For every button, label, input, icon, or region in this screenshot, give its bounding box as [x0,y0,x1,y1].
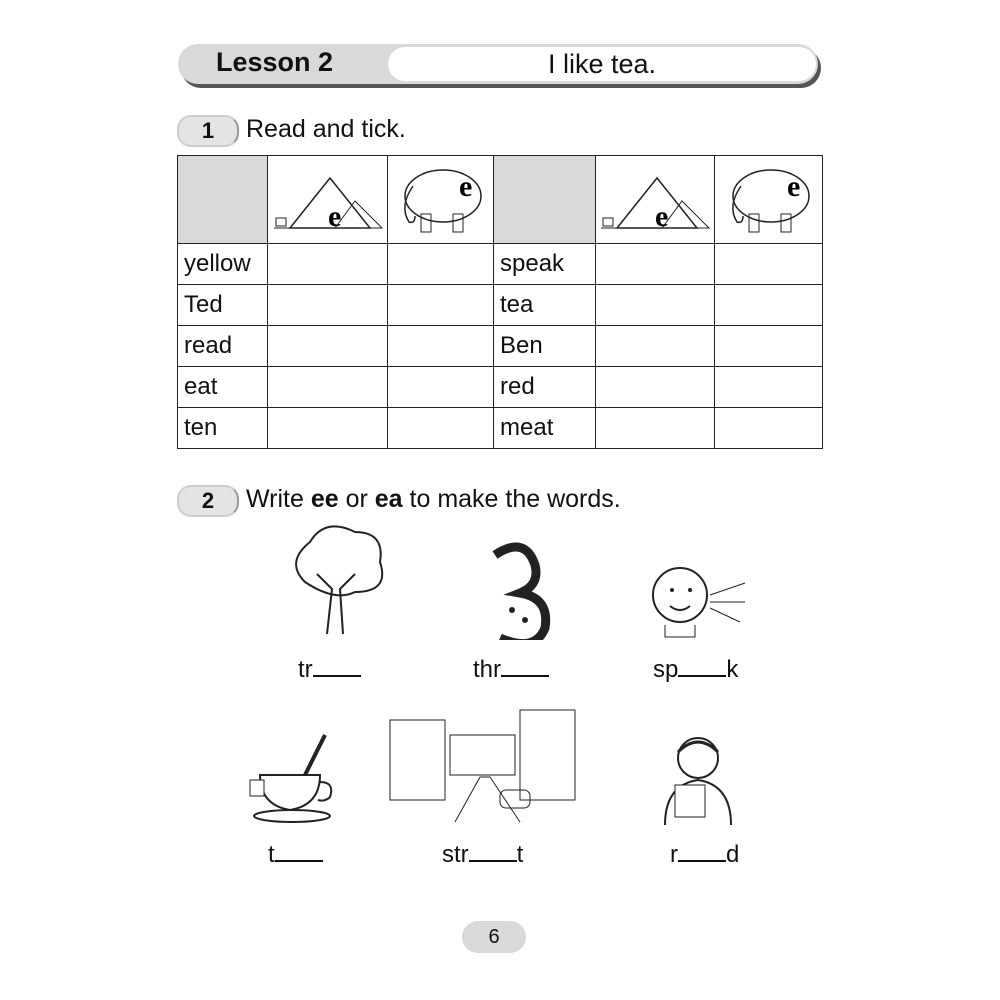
tick-cell[interactable] [596,408,715,449]
word-cell: red [494,367,596,408]
tick-table [177,155,823,449]
exercise-2-instruction: Write ee or ea to make the words. [246,485,621,513]
word-cell: speak [494,244,596,285]
word-cell: Ben [494,326,596,367]
tick-cell[interactable] [388,244,494,285]
tick-cell[interactable] [715,244,823,285]
elephant-icon [391,156,491,236]
lesson-banner [178,44,818,84]
tick-cell[interactable] [268,244,388,285]
word-speak: sp k [653,656,739,683]
word-cell: meat [494,408,596,449]
header-blank [494,156,596,244]
word-cell: Ted [178,285,268,326]
tick-cell[interactable] [268,326,388,367]
tick-cell[interactable] [715,326,823,367]
answer-blank[interactable] [501,657,549,677]
tick-cell[interactable] [388,408,494,449]
tick-cell[interactable] [268,285,388,326]
number-three-picture [470,540,555,640]
answer-blank[interactable] [678,657,726,677]
tree-picture [285,522,385,637]
tick-cell[interactable] [715,285,823,326]
exercise-1-instruction: Read and tick. [246,115,406,143]
answer-blank[interactable] [313,657,361,677]
word-cell: yellow [178,244,268,285]
word-read: r d [670,841,740,868]
pyramid-e-picture [268,156,388,244]
word-cell: tea [494,285,596,326]
elephant-icon [719,156,819,236]
header-blank [178,156,268,244]
tick-cell[interactable] [596,285,715,326]
tick-cell[interactable] [268,408,388,449]
tea-cup-picture [245,730,340,825]
svg-text:e: e [786,170,800,203]
pyramid-icon [270,156,386,236]
table-row [178,408,823,449]
word-tea: t [268,841,323,869]
elephant-e-picture [715,156,823,244]
tick-cell[interactable] [715,408,823,449]
answer-blank[interactable] [275,842,323,862]
word-cell: eat [178,367,268,408]
page-number: 6 [462,921,526,953]
word-cell: ten [178,408,268,449]
answer-blank[interactable] [678,842,726,862]
boy-reading-picture [650,730,745,830]
tick-cell[interactable] [388,367,494,408]
lesson-label: Lesson 2 [216,47,334,77]
word-cell: read [178,326,268,367]
tick-cell[interactable] [388,326,494,367]
tick-cell[interactable] [715,367,823,408]
pyramid-icon [597,156,713,236]
answer-blank[interactable] [469,842,517,862]
table-row [178,326,823,367]
tick-cell[interactable] [596,367,715,408]
word-three: thr [473,656,549,684]
tick-cell[interactable] [596,326,715,367]
svg-text:e: e [327,200,341,233]
tick-cell[interactable] [388,285,494,326]
exercise-2-number: 2 [177,485,239,517]
svg-text:e: e [458,170,472,203]
table-row [178,285,823,326]
tick-cell[interactable] [268,367,388,408]
word-street: str t [442,841,524,868]
word-tree: tr [298,656,361,684]
street-picture [385,700,580,825]
exercise-1-number: 1 [177,115,239,147]
pyramid-e-picture [596,156,715,244]
speaking-face-picture [640,560,750,640]
svg-text:e: e [655,200,669,233]
table-row [178,244,823,285]
lesson-title: I like tea. [388,47,816,81]
tick-cell[interactable] [596,244,715,285]
table-row [178,367,823,408]
elephant-e-picture [388,156,494,244]
